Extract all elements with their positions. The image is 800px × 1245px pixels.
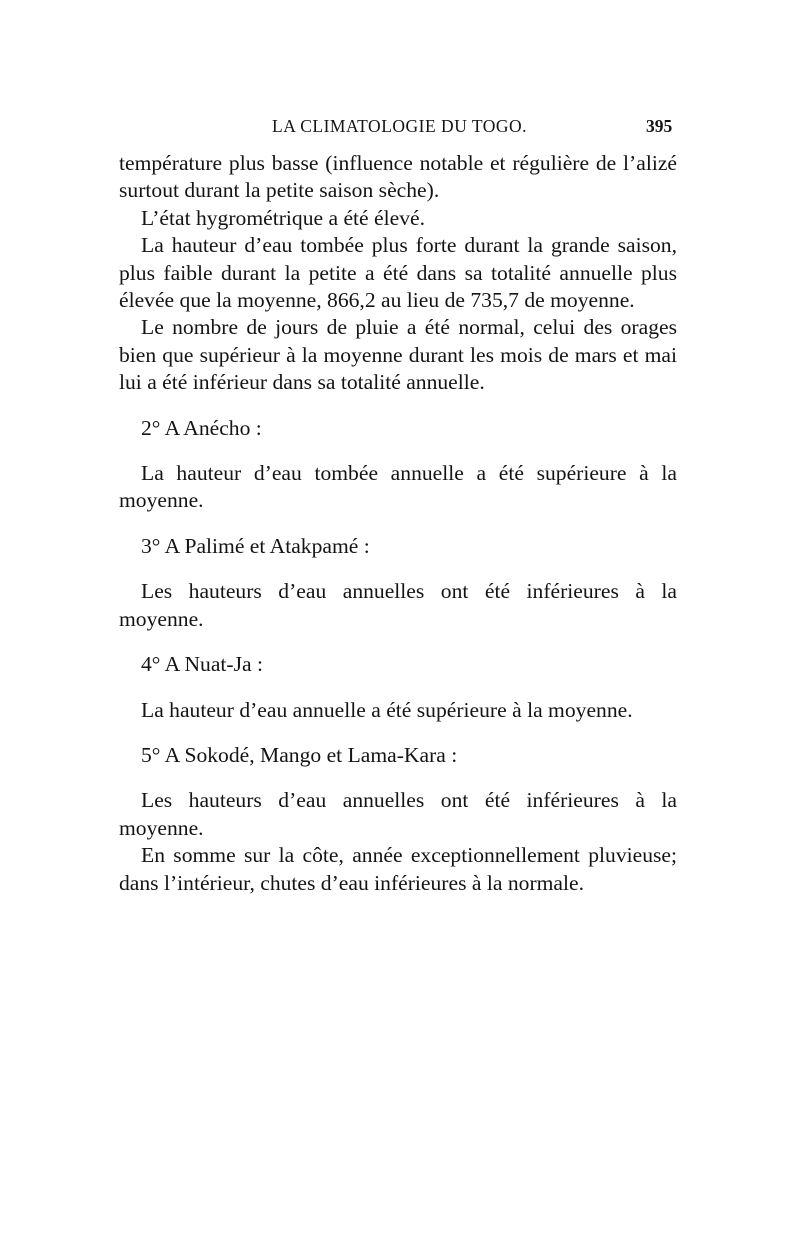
paragraph-nuat-ja: La hauteur d’eau annuelle a été supérieure à la moyenne. <box>141 697 633 722</box>
paragraph-hygrometry: L’état hygrométrique a été élevé. <box>141 205 425 230</box>
paragraph-palime-atakpame: Les hauteurs d’eau annuelles ont été inférieures à la moyenne. <box>119 579 677 631</box>
body-text <box>119 150 677 897</box>
paragraph-rainfall: La hauteur d’eau tombée plus forte durant la grande saison, plus faible durant la petite a été dans sa totalité annuelle plus élevée que la moyenne, 866,2 au lieu de 735,7 de moyenne. <box>119 233 677 313</box>
running-title: LA CLIMATOLOGIE DU TOGO. <box>272 116 528 136</box>
paragraph-temperature: température plus basse (influence notable et régulière de l’alizé surtout durant la petite saison sèche). <box>119 151 677 203</box>
running-header <box>0 116 800 146</box>
paragraph-anecho: La hauteur d’eau tombée annuelle a été supérieure à la moyenne. <box>119 461 677 513</box>
paragraph-rain-days: Le nombre de jours de pluie a été normal, celui des orages bien que supérieur à la moyenne durant les mois de mars et mai lui a été inférieur dans sa totalité annuelle. <box>119 315 677 395</box>
paragraph-summary: En somme sur la côte, année exceptionnellement pluvieuse; dans l’intérieur, chutes d’eau inférieures à la normale. <box>119 843 677 895</box>
page-number: 395 <box>646 116 673 136</box>
section-heading-anecho: 2° A Anécho : <box>141 415 262 440</box>
section-heading-nuat-ja: 4° A Nuat-Ja : <box>141 652 263 677</box>
paragraph-sokode-mango-lama-kara: Les hauteurs d’eau annuelles ont été inférieures à la moyenne. <box>119 788 677 840</box>
section-heading-palime-atakpame: 3° A Palimé et Atakpamé : <box>141 533 370 558</box>
section-heading-sokode-mango-lama-kara: 5° A Sokodé, Mango et Lama-Kara : <box>141 742 458 767</box>
